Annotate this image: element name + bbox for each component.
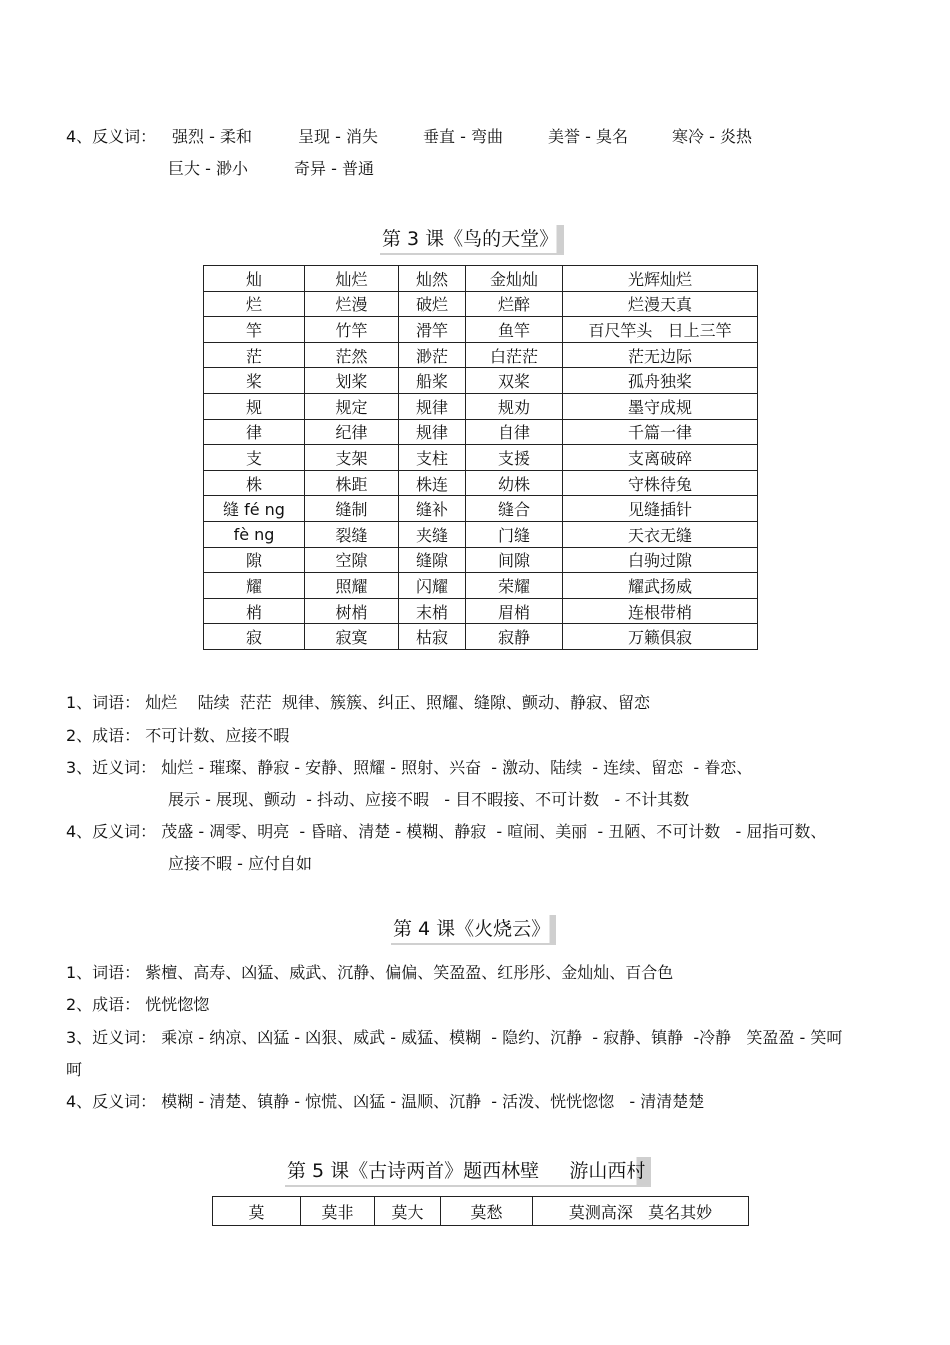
- antonym-pair: 巨大 - 渺小: [168, 159, 248, 178]
- table-cell-word: 百尺竿头 日上三竿: [563, 317, 758, 343]
- table-cell-word: 守株待兔: [563, 470, 758, 496]
- table-cell-char: 耀: [204, 573, 305, 599]
- lesson3-synonyms-line2: 展示 - 展现、颤动 - 抖动、应接不暇 - 目不暇接、不可计数 - 不计其数: [168, 790, 690, 809]
- table-cell-word: 缝合: [466, 496, 563, 522]
- table-cell-char: 规: [204, 393, 305, 419]
- table-cell-word: 门缝: [466, 521, 563, 547]
- table-cell-word: 自律: [466, 419, 563, 445]
- table-cell-word: 万籁俱寂: [563, 624, 758, 650]
- table-cell-word: 孤舟独桨: [563, 368, 758, 394]
- table-cell-word: 金灿灿: [466, 266, 563, 292]
- table-cell-word: 支架: [305, 445, 399, 471]
- table-cell-word: 规律: [399, 419, 466, 445]
- lesson4-synonyms-line1: 3、近义词： 乘凉 - 纳凉、凶猛 - 凶狠、威武 - 威猛、模糊 - 隐约、沉静 - 寂静、镇静 -冷静 笑盈盈 - 笑呵: [66, 1028, 843, 1047]
- table-cell-word: 规劝: [466, 393, 563, 419]
- table-cell-char: 茫: [204, 342, 305, 368]
- table-cell-char: 支: [204, 445, 305, 471]
- table-cell-word: 船桨: [399, 368, 466, 394]
- table-cell-char: 律: [204, 419, 305, 445]
- table-cell-word: 千篇一律: [563, 419, 758, 445]
- table-cell-char: 莫: [213, 1197, 301, 1226]
- table-cell-word: 白驹过隙: [563, 547, 758, 573]
- table-cell-char: 寂: [204, 624, 305, 650]
- table-row: [204, 317, 758, 343]
- table-cell-word: 规律: [399, 393, 466, 419]
- table-cell-word: 灿烂: [305, 266, 399, 292]
- table-cell-word: 枯寂: [399, 624, 466, 650]
- table-cell-word: 莫测高深 莫名其妙: [533, 1197, 749, 1226]
- table-cell-word: 空隙: [305, 547, 399, 573]
- table-cell-char: 竿: [204, 317, 305, 343]
- table-cell-word: 寂静: [466, 624, 563, 650]
- table-cell-char: 隙: [204, 547, 305, 573]
- antonym-pair: 寒冷 - 炎热: [672, 127, 752, 146]
- antonym-pair: 垂直 - 弯曲: [423, 127, 503, 146]
- table-cell-word: 闪耀: [399, 573, 466, 599]
- table-row: [204, 419, 758, 445]
- table-cell-word: 连根带梢: [563, 598, 758, 624]
- lesson3-antonyms-line2: 应接不暇 - 应付自如: [168, 854, 312, 873]
- table-cell-word: 末梢: [399, 598, 466, 624]
- table-cell-word: 墨守成规: [563, 393, 758, 419]
- table-cell-word: 纪律: [305, 419, 399, 445]
- lesson4-idioms: 2、成语： 恍恍惚惚: [66, 995, 210, 1014]
- lesson3-antonyms-line1: 4、反义词： 茂盛 - 凋零、明亮 - 昏暗、清楚 - 模糊、静寂 - 喧闹、美丽 - 丑陋、不可计数 - 屈指可数、: [66, 822, 827, 841]
- table-cell-char: 桨: [204, 368, 305, 394]
- table-cell-char: 灿: [204, 266, 305, 292]
- table-cell-char: fè ng: [204, 521, 305, 547]
- table-cell-word: 灿然: [399, 266, 466, 292]
- table-cell-word: 见缝插针: [563, 496, 758, 522]
- table-cell-word: 株距: [305, 470, 399, 496]
- antonym-pair: 强烈 - 柔和: [172, 127, 252, 146]
- table-cell-word: 莫大: [375, 1197, 441, 1226]
- lesson3-vocab-table: [203, 265, 758, 650]
- table-row: [204, 368, 758, 394]
- lesson2-antonyms-prefix: 4、反义词：: [66, 127, 157, 146]
- table-cell-word: 缝补: [399, 496, 466, 522]
- lesson4-antonyms: 4、反义词： 模糊 - 清楚、镇静 - 惊慌、凶猛 - 温顺、沉静 - 活泼、恍恍惚惚 - 清清楚楚: [66, 1092, 705, 1111]
- table-row: [204, 291, 758, 317]
- table-cell-word: 荣耀: [466, 573, 563, 599]
- table-cell-word: 缝制: [305, 496, 399, 522]
- table-cell-word: 夹缝: [399, 521, 466, 547]
- lesson5-vocab-table: [212, 1196, 749, 1226]
- antonym-pair: 呈现 - 消失: [298, 127, 378, 146]
- table-cell-word: 照耀: [305, 573, 399, 599]
- table-cell-word: 莫愁: [441, 1197, 533, 1226]
- table-cell-word: 眉梢: [466, 598, 563, 624]
- table-row: [204, 496, 758, 522]
- lesson3-synonyms-line1: 3、近义词： 灿烂 - 璀璨、静寂 - 安静、照耀 - 照射、兴奋 - 激动、陆续 - 连续、留恋 - 眷恋、: [66, 758, 753, 777]
- table-cell-word: 滑竿: [399, 317, 466, 343]
- lesson4-synonyms-line2: 呵: [66, 1060, 83, 1079]
- table-cell-word: 烂漫: [305, 291, 399, 317]
- table-row: [204, 470, 758, 496]
- table-cell-word: 耀武扬威: [563, 573, 758, 599]
- table-cell-word: 烂醉: [466, 291, 563, 317]
- table-cell-char: 株: [204, 470, 305, 496]
- table-cell-word: 寂寞: [305, 624, 399, 650]
- table-row: [204, 547, 758, 573]
- table-row: [204, 598, 758, 624]
- table-cell-word: 支柱: [399, 445, 466, 471]
- table-row: [204, 624, 758, 650]
- lesson3-title: 第 3 课《鸟的天堂》: [380, 225, 564, 255]
- table-cell-word: 株连: [399, 470, 466, 496]
- table-cell-word: 缝隙: [399, 547, 466, 573]
- table-cell-char: 缝 fé ng: [204, 496, 305, 522]
- lesson4-words: 1、词语： 紫檀、高寿、凶猛、威武、沉静、偏偏、笑盈盈、红彤彤、金灿灿、百合色: [66, 963, 674, 982]
- table-row: [213, 1197, 749, 1226]
- table-cell-char: 烂: [204, 291, 305, 317]
- table-cell-word: 烂漫天真: [563, 291, 758, 317]
- table-row: [204, 445, 758, 471]
- lesson3-idioms: 2、成语： 不可计数、应接不暇: [66, 726, 290, 745]
- table-row: [204, 266, 758, 292]
- lesson4-title: 第 4 课《火烧云》: [391, 915, 556, 945]
- lesson5-title: 第 5 课《古诗两首》题西林壁 游山西村: [285, 1157, 651, 1187]
- table-row: [204, 393, 758, 419]
- table-cell-word: 渺茫: [399, 342, 466, 368]
- table-row: [204, 521, 758, 547]
- table-cell-word: 茫然: [305, 342, 399, 368]
- table-cell-word: 支离破碎: [563, 445, 758, 471]
- table-cell-word: 光辉灿烂: [563, 266, 758, 292]
- table-cell-word: 裂缝: [305, 521, 399, 547]
- table-cell-word: 间隙: [466, 547, 563, 573]
- table-cell-word: 幼株: [466, 470, 563, 496]
- lesson3-words: 1、词语： 灿烂 陆续 茫茫 规律、簇簇、纠正、照耀、缝隙、颤动、静寂、留恋: [66, 693, 650, 712]
- table-cell-word: 支援: [466, 445, 563, 471]
- table-cell-word: 规定: [305, 393, 399, 419]
- antonym-pair: 奇异 - 普通: [294, 159, 374, 178]
- table-cell-word: 莫非: [301, 1197, 375, 1226]
- table-cell-word: 竹竿: [305, 317, 399, 343]
- table-cell-word: 破烂: [399, 291, 466, 317]
- table-cell-word: 划桨: [305, 368, 399, 394]
- table-row: [204, 573, 758, 599]
- table-cell-word: 茫无边际: [563, 342, 758, 368]
- table-cell-word: 天衣无缝: [563, 521, 758, 547]
- table-cell-word: 鱼竿: [466, 317, 563, 343]
- table-cell-char: 梢: [204, 598, 305, 624]
- table-cell-word: 白茫茫: [466, 342, 563, 368]
- antonym-pair: 美誉 - 臭名: [548, 127, 628, 146]
- table-cell-word: 双桨: [466, 368, 563, 394]
- table-cell-word: 树梢: [305, 598, 399, 624]
- table-row: [204, 342, 758, 368]
